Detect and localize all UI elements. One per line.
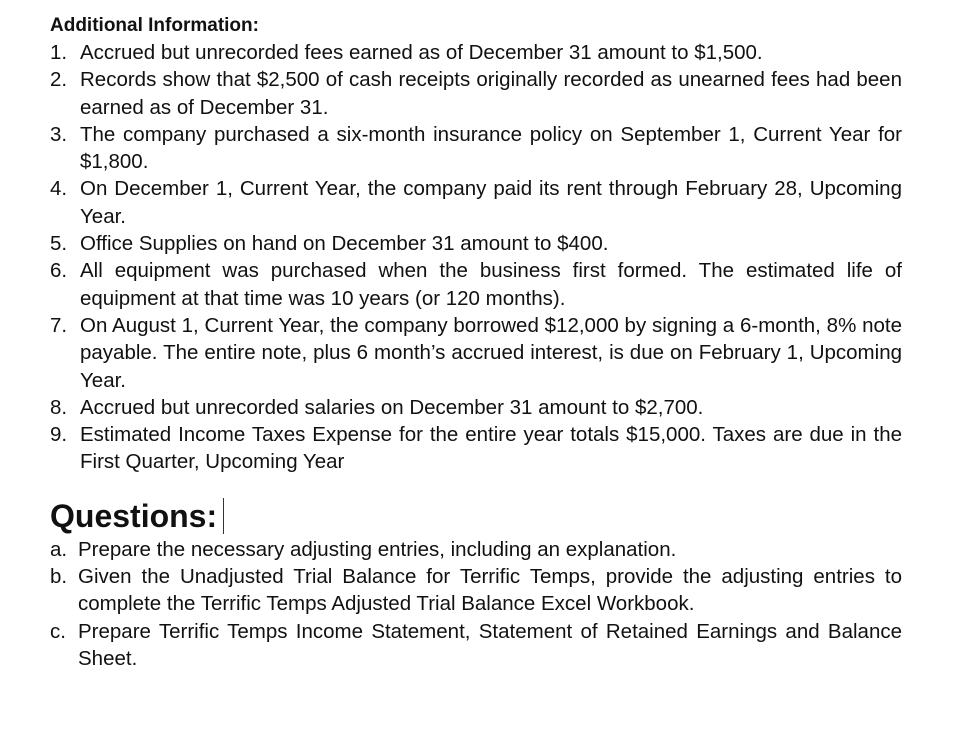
list-item [50,563,902,618]
item-letter: c. [50,619,66,643]
item-number: 5. [50,232,68,256]
item-text: Accrued but unrecorded fees earned as of December 31 amount to $1,500. [80,41,763,64]
item-number: 8. [50,395,68,419]
item-text: Prepare Terrific Temps Income Statement, Statement of Retained Earnings and Balance Sheet. [78,619,902,670]
item-text: Prepare the necessary adjusting entries, including an explanation. [78,537,677,561]
list-item [50,121,902,176]
item-text: On August 1, Current Year, the company borrowed $12,000 by signing a 6-month, 8% note payable. The entire note, plus 6 month’s accrued interest, is due on February 1, Upcoming Year. [80,313,902,392]
questions-heading [50,496,902,536]
item-number: 3. [50,122,68,146]
list-item [50,39,902,66]
item-letter: b. [50,565,68,589]
list-item [50,394,902,421]
list-item [50,175,902,230]
item-text: The company purchased a six-month insurance policy on September 1, Current Year for $1,800. [80,122,902,174]
item-text: All equipment was purchased when the business first formed. The estimated life of equipment at that time was 10 years (or 120 months). [80,259,902,310]
questions-list [50,536,902,672]
item-text: On December 1, Current Year, the company paid its rent through February 28, Upcoming Year. [80,177,902,228]
list-item [50,230,902,257]
item-number: 1. [50,41,68,64]
item-text: Estimated Income Taxes Expense for the entire year totals $15,000. Taxes are due in the First Quarter, Upcoming Year [80,423,902,474]
item-letter: a. [50,537,68,561]
item-text: Records show that $2,500 of cash receipts originally recorded as unearned fees had been earned as of December 31. [80,68,902,119]
additional-info-heading: Additional Information: [50,15,259,36]
list-item [50,66,902,121]
item-number: 7. [50,313,68,337]
item-text: Office Supplies on hand on December 31 amount to $400. [80,232,609,256]
item-number: 6. [50,259,68,283]
questions-heading-text: Questions: [50,497,218,534]
item-number: 4. [50,177,68,201]
item-number: 9. [50,423,68,447]
item-text: Accrued but unrecorded salaries on December 31 amount to $2,700. [80,395,704,419]
list-item [50,421,902,476]
list-item [50,536,902,563]
item-text: Given the Unadjusted Trial Balance for Terrific Temps, provide the adjusting entries to complete the Terrific Temps Adjusted Trial Balance Excel Workbook. [78,565,902,616]
additional-info-list [50,39,902,476]
text-cursor [223,498,224,534]
item-number: 2. [50,68,68,92]
list-item [50,257,902,312]
list-item [50,618,902,673]
document [50,12,902,672]
list-item [50,312,902,394]
